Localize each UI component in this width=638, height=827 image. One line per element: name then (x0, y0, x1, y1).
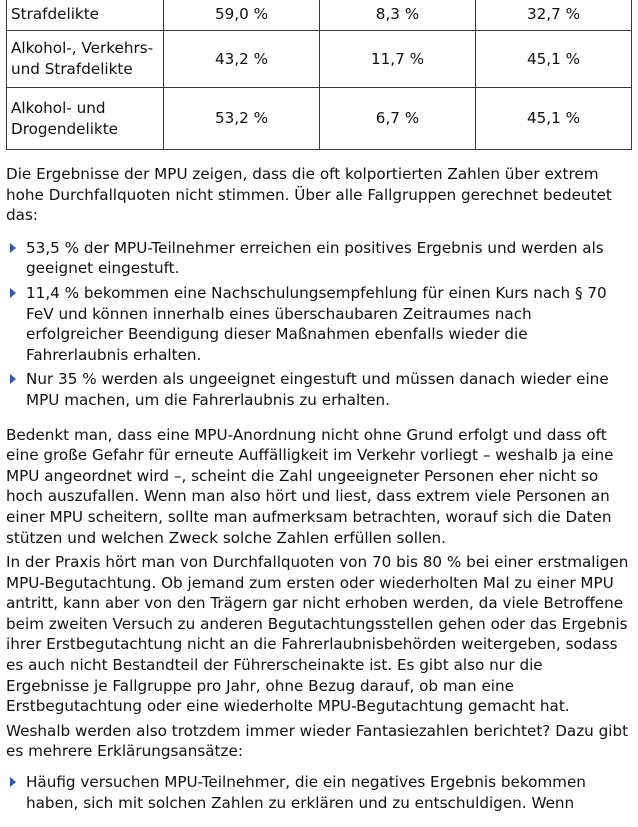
table-cell: 43,2 % (164, 31, 320, 88)
table-row (7, 0, 632, 31)
results-bullet-list (6, 238, 632, 411)
table-cell: 45,1 % (476, 31, 632, 88)
row-label: Alkohol- und Drogendelikte (7, 88, 164, 150)
row-label: Alkohol-, Verkehrs- und Strafdelikte (7, 31, 164, 88)
table-cell: 11,7 % (320, 31, 476, 88)
bullet-arrow-icon (10, 243, 16, 253)
document-page (6, 0, 632, 827)
body-paragraph: In der Praxis hört man von Durchfallquoten von 70 bis 80 % bei einer erstmaligen MPU-Begutachtung. Ob jemand zum ersten oder wiederholten Mal zu einer MPU antritt, kann aber von den Trägern gar nicht erhoben werden, da viele Betroffene beim zweiten Versuch zu anderen Begutachtungsstellen gehen oder das Ergebnis ihrer Erstbegutachtung nicht an die Fahrerlaubnisbehörden weitergeben, sodass es auch nicht Bestandteil der Führerscheinakte ist. Es gibt also nur die Ergebnisse je Fallgruppe pro Jahr, ohne Bezug darauf, ob man eine Erstbegutachtung oder eine wiederholte MPU-Begutachtung gemacht hat. (6, 553, 629, 716)
bullet-arrow-icon (10, 777, 16, 787)
table-cell: 45,1 % (476, 88, 632, 150)
bullet-arrow-icon (10, 288, 16, 298)
list-item (6, 369, 632, 410)
results-table (6, 0, 632, 150)
explanation-bullet-list (6, 772, 632, 813)
list-item (6, 283, 632, 365)
list-item-text: Häufig versuchen MPU-Teilnehmer, die ein negatives Ergebnis bekommen haben, sich mit solchen Zahlen zu erklären und zu entschuldigen. Wenn (26, 773, 586, 812)
table-cell: 59,0 % (164, 0, 320, 31)
list-item-text: 53,5 % der MPU-Teilnehmer erreichen ein positives Ergebnis und werden als geeignet eingestuft. (26, 238, 604, 278)
bullet-arrow-icon (10, 374, 16, 384)
table-row (7, 31, 632, 88)
table-row (7, 88, 632, 150)
table-cell: 32,7 % (476, 0, 632, 31)
table-cell: 6,7 % (320, 88, 476, 150)
list-item (6, 772, 632, 813)
list-item (6, 238, 632, 279)
table-cell: 8,3 % (320, 0, 476, 31)
list-item-text: Nur 35 % werden als ungeeignet eingestuft und müssen danach wieder eine MPU machen, um die Fahrerlaubnis zu erhalten. (26, 370, 609, 409)
row-label: Strafdelikte (7, 0, 164, 31)
body-paragraph: Bedenkt man, dass eine MPU-Anordnung nicht ohne Grund erfolgt und dass oft eine große Gefahr für erneute Auffälligkeit im Verkehr vorliegt – weshalb ja eine MPU angeordnet wird –, scheint die Zahl ungeeigneter Personen eher nicht so hoch auszufallen. Wenn man also hört und liest, dass extrem viele Personen an einer MPU scheitern, sollte man aufmerksam betrachten, worauf sich die Daten stützen und welchen Zweck solche Zahlen erfüllen sollen. (6, 425, 614, 547)
list-item-text: 11,4 % bekommen eine Nachschulungsempfehlung für einen Kurs nach § 70 FeV und können innerhalb eines überschaubaren Zeitraumes nach erfolgreicher Beendigung dieser Maßnahmen ebenfalls wieder die Fahrerlaubnis erhalten. (26, 283, 607, 364)
body-paragraph: Weshalb werden also trotzdem immer wieder Fantasiezahlen berichtet? Dazu gibt es mehrere Erklärungsansätze: (6, 721, 629, 761)
table-cell: 53,2 % (164, 88, 320, 150)
intro-paragraph: Die Ergebnisse der MPU zeigen, dass die oft kolportierten Zahlen über extrem hohe Durchfallquoten nicht stimmen. Über alle Fallgruppen gerechnet bedeutet das: (6, 165, 612, 225)
